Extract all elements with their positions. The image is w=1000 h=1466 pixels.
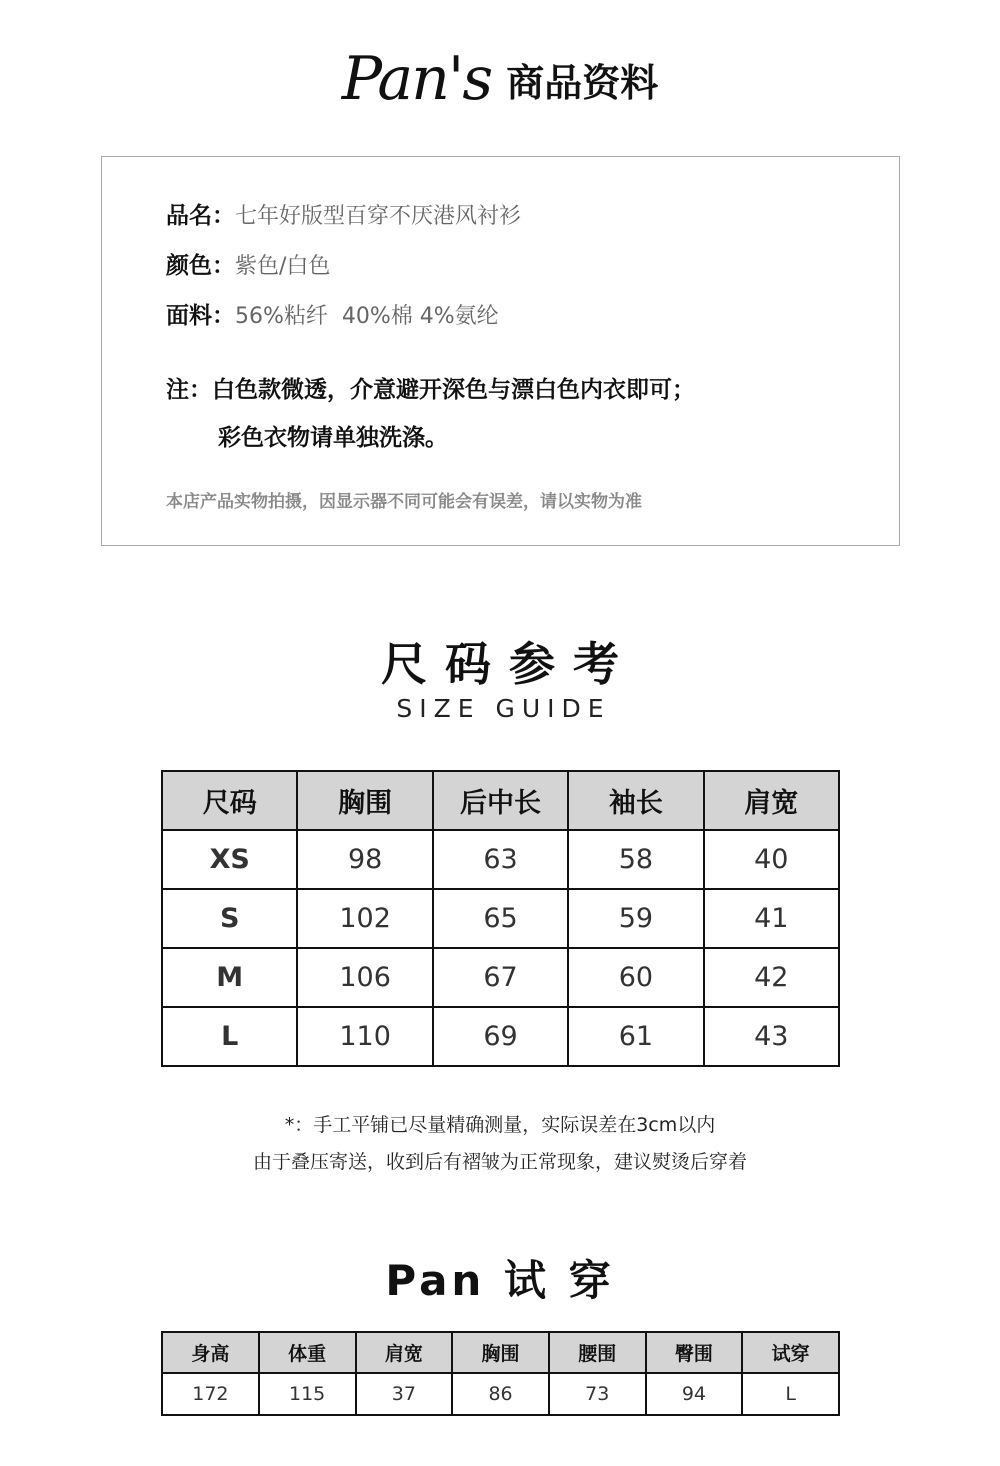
table-cell: 59 — [568, 889, 703, 948]
tryon-table-header: 身高 — [162, 1332, 259, 1373]
table-cell: 102 — [297, 889, 432, 948]
tryon-table-header: 臀围 — [646, 1332, 743, 1373]
size-guide-subtitle: SIZE GUIDE — [396, 694, 611, 723]
tryon-table-header: 试穿 — [742, 1332, 839, 1373]
table-cell: 65 — [433, 889, 568, 948]
measurement-note-line-1: *：手工平铺已尽量精确测量，实际误差在3cm以内 — [284, 1114, 716, 1136]
product-fabric-label: 面料： — [166, 303, 235, 329]
size-cell: L — [162, 1007, 297, 1066]
measurement-note-line-2: 由于叠压寄送，收到后有褶皱为正常现象，建议熨烫后穿着 — [252, 1151, 747, 1173]
tryon-table-header: 胸围 — [452, 1332, 549, 1373]
table-cell: 60 — [568, 948, 703, 1007]
size-table-header: 袖长 — [568, 771, 703, 830]
table-cell: 41 — [704, 889, 839, 948]
product-name-value: 七年好版型百穿不厌港风衬衫 — [235, 204, 522, 229]
product-info-box — [101, 156, 900, 546]
tryon-table-header: 腰围 — [549, 1332, 646, 1373]
product-name-label: 品名： — [166, 203, 235, 229]
table-row — [162, 889, 839, 948]
table-row — [162, 1373, 839, 1415]
table-cell: 94 — [646, 1373, 743, 1415]
product-color-row — [166, 247, 330, 280]
tryon-table-header: 体重 — [259, 1332, 356, 1373]
table-cell: 106 — [297, 948, 432, 1007]
table-cell: 86 — [452, 1373, 549, 1415]
table-cell: 67 — [433, 948, 568, 1007]
table-cell: 43 — [704, 1007, 839, 1066]
table-cell: 172 — [162, 1373, 259, 1415]
page-title: 商品资料 — [506, 60, 659, 105]
table-cell: 40 — [704, 830, 839, 889]
size-table-header: 肩宽 — [704, 771, 839, 830]
table-cell: 98 — [297, 830, 432, 889]
table-cell: 69 — [433, 1007, 568, 1066]
table-row — [162, 948, 839, 1007]
product-color-value: 紫色/白色 — [235, 254, 331, 279]
table-row — [162, 830, 839, 889]
table-cell: 73 — [549, 1373, 646, 1415]
table-row — [162, 1007, 839, 1066]
tryon-title: Pan 试 穿 — [385, 1256, 615, 1305]
product-color-label: 颜色： — [166, 253, 235, 279]
size-table — [161, 770, 840, 1067]
size-guide-title: 尺码参考 — [381, 637, 637, 691]
product-fabric-row — [166, 297, 499, 330]
size-table-header: 胸围 — [297, 771, 432, 830]
photo-disclaimer: 本店产品实物拍摄，因显示器不同可能会有误差，请以实物为准 — [166, 492, 642, 512]
size-table-header: 尺码 — [162, 771, 297, 830]
care-note-line-1: 注：白色款微透，介意避开深色与漂白色内衣即可； — [166, 377, 695, 403]
care-note-line-2: 彩色衣物请单独洗涤。 — [218, 425, 448, 451]
size-table-header-row — [162, 771, 839, 830]
table-cell: 115 — [259, 1373, 356, 1415]
table-cell: 61 — [568, 1007, 703, 1066]
table-cell: 42 — [704, 948, 839, 1007]
tryon-table-header: 肩宽 — [356, 1332, 453, 1373]
table-cell: 37 — [356, 1373, 453, 1415]
product-name-row — [166, 197, 521, 230]
page-header — [0, 44, 1000, 124]
tryon-table — [161, 1331, 840, 1416]
size-table-header: 后中长 — [433, 771, 568, 830]
size-cell: S — [162, 889, 297, 948]
tryon-table-header-row — [162, 1332, 839, 1373]
table-cell: 58 — [568, 830, 703, 889]
size-cell: M — [162, 948, 297, 1007]
size-cell: XS — [162, 830, 297, 889]
table-cell: 110 — [297, 1007, 432, 1066]
product-fabric-value: 56%粘纤 40%棉 4%氨纶 — [235, 304, 499, 329]
brand-logo: Pan's — [341, 44, 492, 114]
table-cell: 63 — [433, 830, 568, 889]
table-cell: L — [742, 1373, 839, 1415]
